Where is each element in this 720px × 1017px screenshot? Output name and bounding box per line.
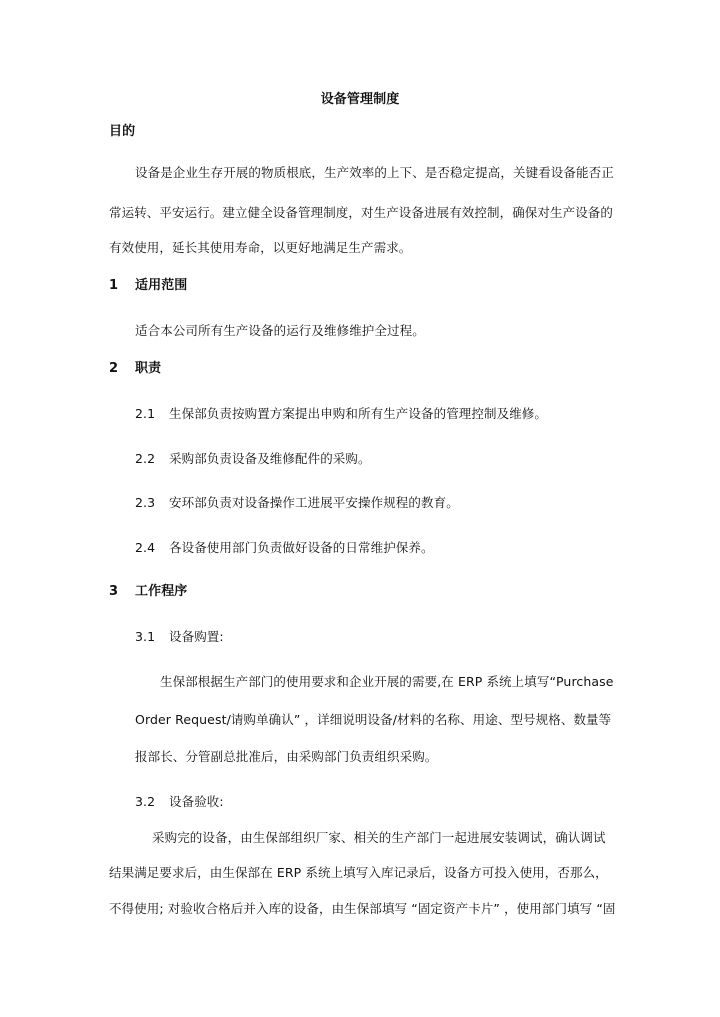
subsection-3-1-line-1: 生保部根据生产部门的使用要求和企业开展的需要,在 ERP 系统上填写“Purchase [160,674,614,689]
item-text: 安环部负责对设备操作工进展平安操作规程的教育。 [169,495,459,510]
item-number: 2.2 [135,451,156,466]
subsection-title: 设备验收: [169,794,224,809]
purpose-line-1: 设备是企业生存开展的物质根底，生产效率的上下、是否稳定提高，关键看设备能否正 [135,165,614,180]
section-2-item [135,539,434,557]
item-text: 采购部负责设备及维修配件的采购。 [169,451,371,466]
section-3-number: 3 [109,584,119,599]
section-1-text: 适合本公司所有生产设备的运行及维修维护全过程。 [135,323,425,338]
subsection-3-2-line-2: 结果满足要求后，由生保部在 ERP 系统上填写入库记录后，设备方可投入使用，否那么， [109,865,608,880]
subsection-3-1-line-2: Order Request/请购单确认” ，详细说明设备/材料的名称、用途、型号规格、数量等 [135,712,612,727]
section-2-item [135,450,371,468]
section-1-number: 1 [109,278,119,293]
item-number: 2.3 [135,495,156,510]
subsection-3-2-line-3: 不得使用; 对验收合格后并入库的设备，由生保部填写 “固定资产卡片” ，使用部门填写 “固 [109,901,616,916]
purpose-heading: 目的 [109,124,136,139]
section-3-heading [109,583,187,601]
document-title: 设备管理制度 [320,92,400,107]
subsection-number: 3.1 [135,629,156,644]
subsection-title: 设备购置: [169,629,224,644]
subsection-3-1-line-3: 报部长、分管副总批准后，由采购部门负责组织采购。 [135,749,438,764]
subsection-3-2-heading [135,793,224,811]
section-1-title: 适用范围 [135,278,188,293]
subsection-number: 3.2 [135,794,156,809]
item-number: 2.4 [135,540,156,555]
section-2-item [135,494,459,512]
section-2-item [135,405,547,423]
subsection-3-2-line-1: 采购完的设备，由生保部组织厂家、相关的生产部门一起进展安装调试，确认调试 [152,830,606,845]
section-3-title: 工作程序 [135,584,188,599]
item-text: 各设备使用部门负责做好设备的日常维护保养。 [169,540,434,555]
item-number: 2.1 [135,406,156,421]
purpose-line-3: 有效使用，延长其使用寿命，以更好地满足生产需求。 [109,240,412,255]
subsection-3-1-heading [135,628,224,646]
section-2-title: 职责 [135,361,162,376]
item-text: 生保部负责按购置方案提出申购和所有生产设备的管理控制及维修。 [169,406,548,421]
purpose-line-2: 常运转、平安运行。建立健全设备管理制度，对生产设备进展有效控制，确保对生产设备的 [109,205,614,220]
section-2-number: 2 [109,361,119,376]
section-2-heading [109,360,161,378]
section-1-heading [109,277,187,295]
